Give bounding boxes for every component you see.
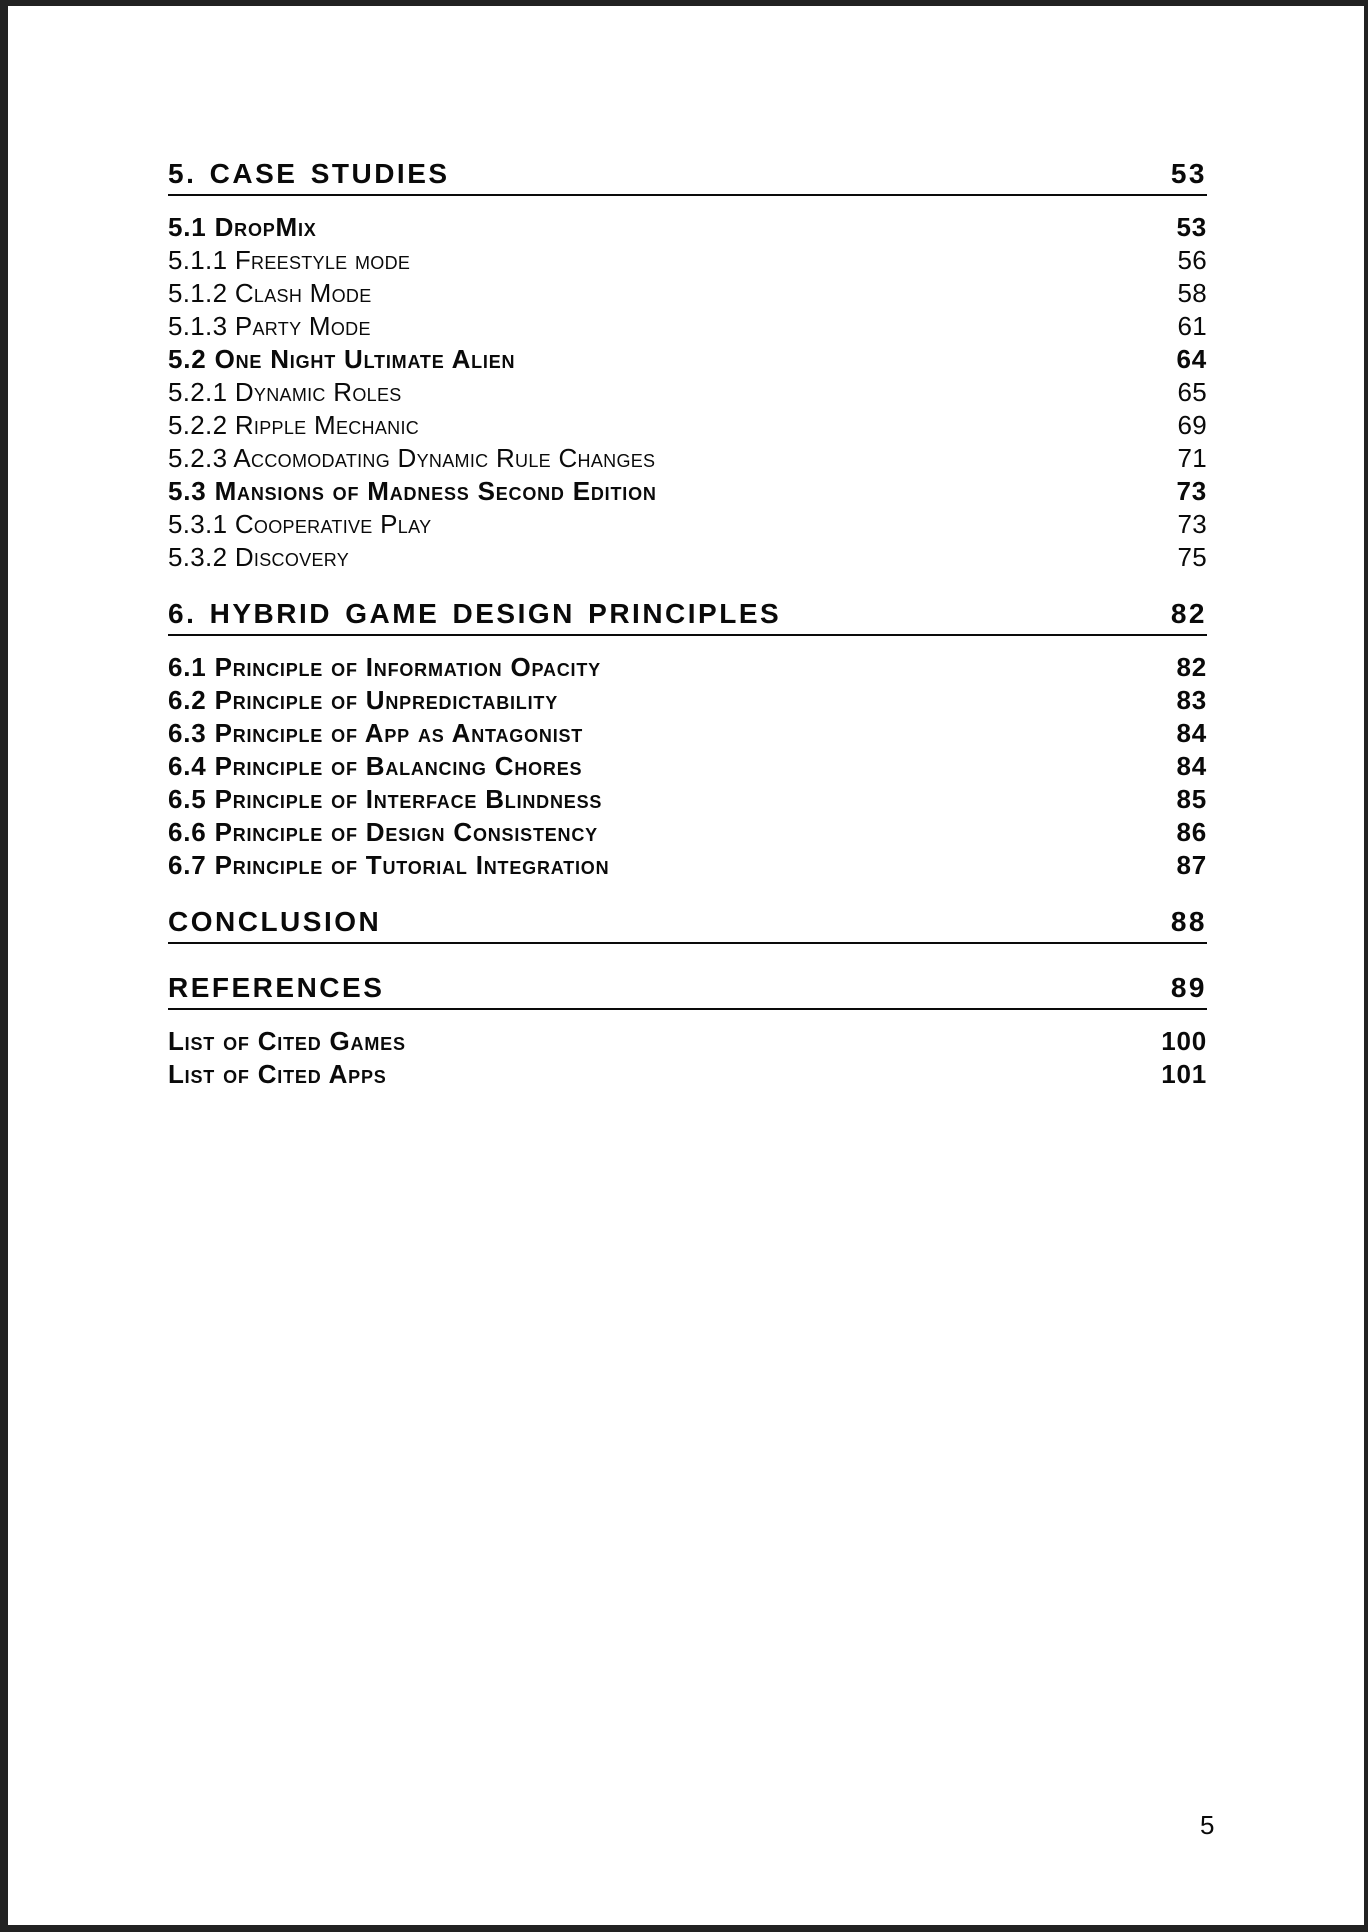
toc-entry-title: 5.2.2 Ripple Mechanic [168, 410, 420, 440]
toc-entry-page-number: 64 [1176, 344, 1207, 374]
toc-entry-title: 5.1.1 Freestyle mode [168, 245, 411, 275]
toc-entry [168, 1061, 1207, 1087]
toc-entry-page-number: 87 [1176, 850, 1207, 880]
toc-entry [168, 908, 1207, 944]
toc-entry [168, 511, 1207, 537]
toc-entry-page-number: 53 [1176, 212, 1207, 242]
toc-entry-title: 6.5 Principle of Interface Blindness [168, 784, 603, 814]
toc-entry-page-number: 84 [1176, 718, 1207, 748]
toc-entry-page-number: 84 [1176, 751, 1207, 781]
toc-entry-page-number: 82 [1170, 598, 1207, 629]
footer-page-number: 5 [1200, 1810, 1215, 1840]
toc-entry [168, 1028, 1207, 1054]
toc-entry-page-number: 73 [1177, 509, 1207, 539]
toc-entry-title: 5.1.2 Clash Mode [168, 278, 372, 308]
toc-entry-title: 5.1.3 Party Mode [168, 311, 371, 341]
toc-entry-page-number: 101 [1161, 1059, 1207, 1089]
table-of-contents [168, 160, 1207, 1094]
toc-entry-title: 6.1 Principle of Information Opacity [168, 652, 601, 682]
toc-entry-title: 5.2.3 Accomodating Dynamic Rule Changes [168, 443, 656, 473]
toc-entry [168, 247, 1207, 273]
toc-entry-title: List of Cited Games [168, 1026, 406, 1056]
toc-entry [168, 160, 1207, 196]
toc-entry-title: 6.2 Principle of Unpredictability [168, 685, 558, 715]
toc-entry [168, 852, 1207, 878]
toc-entry [168, 280, 1207, 306]
toc-entry [168, 313, 1207, 339]
toc-entry [168, 412, 1207, 438]
toc-entry [168, 974, 1207, 1010]
toc-entry-page-number: 71 [1177, 443, 1207, 473]
toc-entry-page-number: 83 [1176, 685, 1207, 715]
toc-entry-page-number: 65 [1177, 377, 1207, 407]
toc-entry [168, 445, 1207, 471]
toc-entry-title: REFERENCES [168, 972, 385, 1003]
toc-entry [168, 544, 1207, 570]
toc-entry-page-number: 85 [1176, 784, 1207, 814]
toc-entry-title: 6. HYBRID GAME DESIGN PRINCIPLES [168, 598, 782, 629]
toc-entry-title: 5.2 One Night Ultimate Alien [168, 344, 516, 374]
toc-entry-page-number: 56 [1177, 245, 1207, 275]
toc-entry-page-number: 69 [1177, 410, 1207, 440]
toc-entry [168, 687, 1207, 713]
toc-entry-page-number: 100 [1161, 1026, 1207, 1056]
toc-entry-title: 5.1 DropMix [168, 212, 317, 242]
toc-entry [168, 478, 1207, 504]
toc-entry-page-number: 53 [1170, 158, 1207, 189]
toc-entry [168, 720, 1207, 746]
toc-entry-title: 6.3 Principle of App as Antagonist [168, 718, 584, 748]
toc-entry-title: 5.3.1 Cooperative Play [168, 509, 432, 539]
toc-entry [168, 654, 1207, 680]
toc-entry-page-number: 61 [1177, 311, 1207, 341]
toc-entry-title: 5.3.2 Discovery [168, 542, 350, 572]
toc-entry [168, 600, 1207, 636]
toc-entry-title: List of Cited Apps [168, 1059, 387, 1089]
toc-entry-page-number: 82 [1176, 652, 1207, 682]
toc-entry-page-number: 75 [1177, 542, 1207, 572]
toc-entry-page-number: 58 [1177, 278, 1207, 308]
toc-entry-title: 5. CASE STUDIES [168, 158, 450, 189]
toc-entry [168, 753, 1207, 779]
toc-entry [168, 819, 1207, 845]
toc-entry [168, 214, 1207, 240]
toc-entry-page-number: 89 [1170, 972, 1207, 1003]
toc-entry [168, 346, 1207, 372]
toc-entry [168, 786, 1207, 812]
toc-entry [168, 379, 1207, 405]
toc-entry-page-number: 73 [1176, 476, 1207, 506]
toc-entry-title: 5.3 Mansions of Madness Second Edition [168, 476, 657, 506]
toc-entry-page-number: 88 [1170, 906, 1207, 937]
toc-entry-title: CONCLUSION [168, 906, 382, 937]
toc-entry-title: 6.6 Principle of Design Consistency [168, 817, 598, 847]
toc-entry-page-number: 86 [1176, 817, 1207, 847]
toc-entry-title: 5.2.1 Dynamic Roles [168, 377, 402, 407]
toc-entry-title: 6.7 Principle of Tutorial Integration [168, 850, 610, 880]
toc-entry-title: 6.4 Principle of Balancing Chores [168, 751, 583, 781]
